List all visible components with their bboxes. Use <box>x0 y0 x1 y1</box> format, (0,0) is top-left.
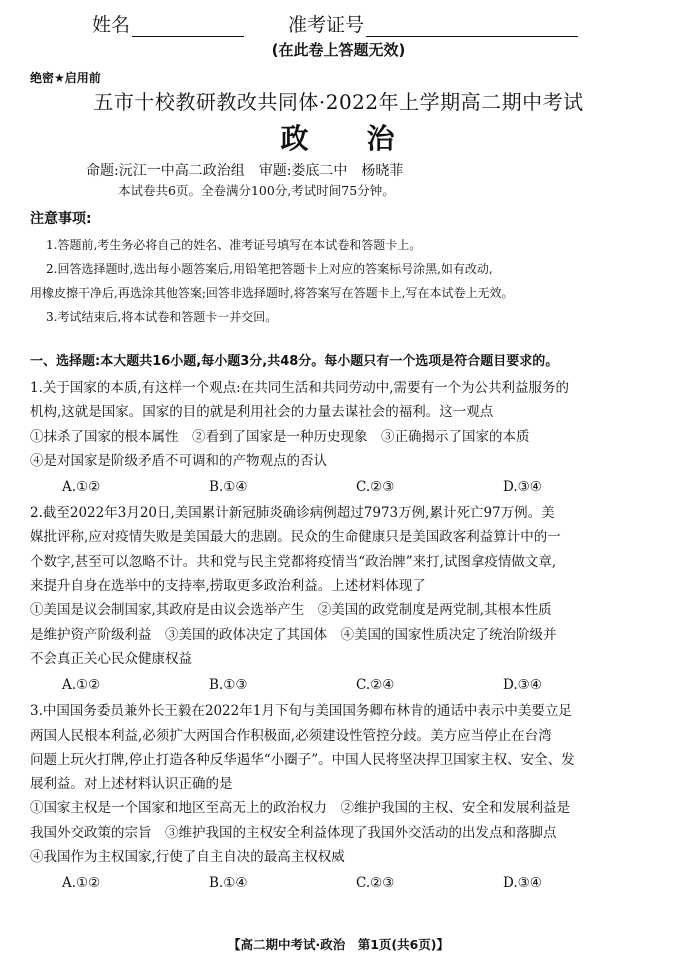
option-a: A.①② <box>62 677 101 694</box>
section-heading: 一、选择题:本大题共16小题,每小题3分,共48分。每小题只有一个选项是符合题目要求的。 <box>30 354 559 369</box>
option-b: B.①④ <box>209 479 248 496</box>
note-item-2-cont: 用橡皮擦干净后,再选涂其他答案;回答非选择题时,将答案写在答题卡上,写在本试卷上无效。 <box>30 286 514 300</box>
name-label: 姓名 <box>92 14 131 36</box>
page-footer: 【高二期中考试·政治 第1页(共6页)】 <box>227 937 450 952</box>
id-label: 准考证号 <box>288 14 365 36</box>
option-d: D.③④ <box>503 677 542 694</box>
authors-line <box>86 160 403 180</box>
question-2 <box>30 501 650 699</box>
question-line: ①国家主权是一个国家和地区至高无上的政治权力 ②维护我国的主权、安全和发展利益是 <box>30 800 570 817</box>
candidate-info-line <box>0 10 677 40</box>
question-line: ④是对国家是阶级矛盾不可调和的产物观点的否认 <box>30 452 327 469</box>
question-1 <box>30 376 650 501</box>
question-line: ①美国是议会制国家,其政府是由议会选举产生 ②美国的政党制度是两党制,其根本性质 <box>30 602 552 619</box>
option-a: A.①② <box>62 875 101 892</box>
question-3 <box>30 699 650 897</box>
option-d: D.③④ <box>503 875 542 892</box>
exam-title: 五市十校教研教改共同体·2022年上学期高二期中考试 <box>93 90 584 114</box>
question-line: 3.中国国务委员兼外长王毅在2022年1月下旬与美国国务卿布林肯的通话中表示中美要立足 <box>30 703 572 720</box>
invalid-answer-note: (在此卷上答题无效) <box>271 41 406 59</box>
question-line: 1.关于国家的本质,有这样一个观点:在共同生活和共同劳动中,需要有一个为公共利益服务的 <box>30 380 570 396</box>
secret-mark: 绝密★启用前 <box>30 71 101 85</box>
option-a: A.①② <box>62 479 101 496</box>
notes-heading: 注意事项: <box>30 211 92 227</box>
setter: 命题:沅江一中高二政治组 <box>86 163 245 179</box>
question-line: ①抹杀了国家的根本属性 ②看到了国家是一种历史现象 ③正确揭示了国家的本质 <box>30 428 530 445</box>
name-blank <box>132 10 244 37</box>
question-line: 媒批评称,应对疫情失败是美国最大的悲剧。民众的生命健康只是美国政客利益算计中的一 <box>30 529 561 546</box>
option-b: B.①③ <box>209 677 248 694</box>
option-d: D.③④ <box>503 479 542 496</box>
id-blank <box>366 10 578 37</box>
notes-list <box>30 233 650 329</box>
question-line: 我国外交政策的宗旨 ③维护我国的主权安全利益体现了我国外交活动的出发点和落脚点 <box>30 824 557 841</box>
subject-char-1: 政 <box>280 122 311 155</box>
note-item-1: 1.答题前,考生务必将自己的姓名、准考证号填写在本试卷和答题卡上。 <box>46 238 422 252</box>
question-options <box>30 473 650 501</box>
option-b: B.①④ <box>209 875 248 892</box>
question-options <box>30 869 650 897</box>
exam-info: 本试卷共6页。全卷满分100分,考试时间75分钟。 <box>118 183 395 198</box>
question-line: 是维护资产阶级利益 ③美国的政体决定了其国体 ④美国的国家性质决定了统治阶级并 <box>30 626 557 643</box>
note-item-2: 2.回答选择题时,选出每小题答案后,用铅笔把答题卡上对应的答案标号涂黑,如有改动, <box>46 262 493 276</box>
question-line: 个数字,甚至可以忽略不计。共和党与民主党都将疫情当“政治牌”来打,试图拿疫情做文章, <box>30 553 557 570</box>
option-c: C.②④ <box>356 677 395 694</box>
name-field <box>92 10 244 37</box>
question-line: 两国人民根本利益,必须扩大两国合作积极面,必须建设性管控分歧。美方应当停止在台湾 <box>30 727 552 744</box>
subject-title <box>0 117 677 157</box>
reviewer: 审题:娄底二中 杨晓菲 <box>258 163 404 179</box>
subject-char-2: 治 <box>366 122 397 155</box>
option-c: C.②③ <box>356 875 395 892</box>
question-line: 机构,这就是国家。国家的目的就是利用社会的力量去谋社会的福利。这一观点 <box>30 404 494 421</box>
question-line: 问题上玩火打牌,停止打造各种反华遏华“小圈子”。中国人民将坚决捍卫国家主权、安全、发 <box>30 751 575 768</box>
option-c: C.②③ <box>356 479 395 496</box>
questions <box>30 376 650 897</box>
question-line: 展利益。对上述材料认识正确的是 <box>30 776 233 793</box>
question-line: 不会真正关心民众健康权益 <box>30 650 192 667</box>
question-line: ④我国作为主权国家,行使了自主自决的最高主权权威 <box>30 849 345 866</box>
id-field <box>288 10 578 37</box>
question-line: 来提升自身在选举中的支持率,捞取更多政治利益。上述材料体现了 <box>30 578 426 595</box>
question-line: 2.截至2022年3月20日,美国累计新冠肺炎确诊病例超过7973万例,累计死亡97万例。美 <box>30 505 555 522</box>
note-item-3: 3.考试结束后,将本试卷和答题卡一并交回。 <box>46 310 278 324</box>
question-options <box>30 671 650 699</box>
